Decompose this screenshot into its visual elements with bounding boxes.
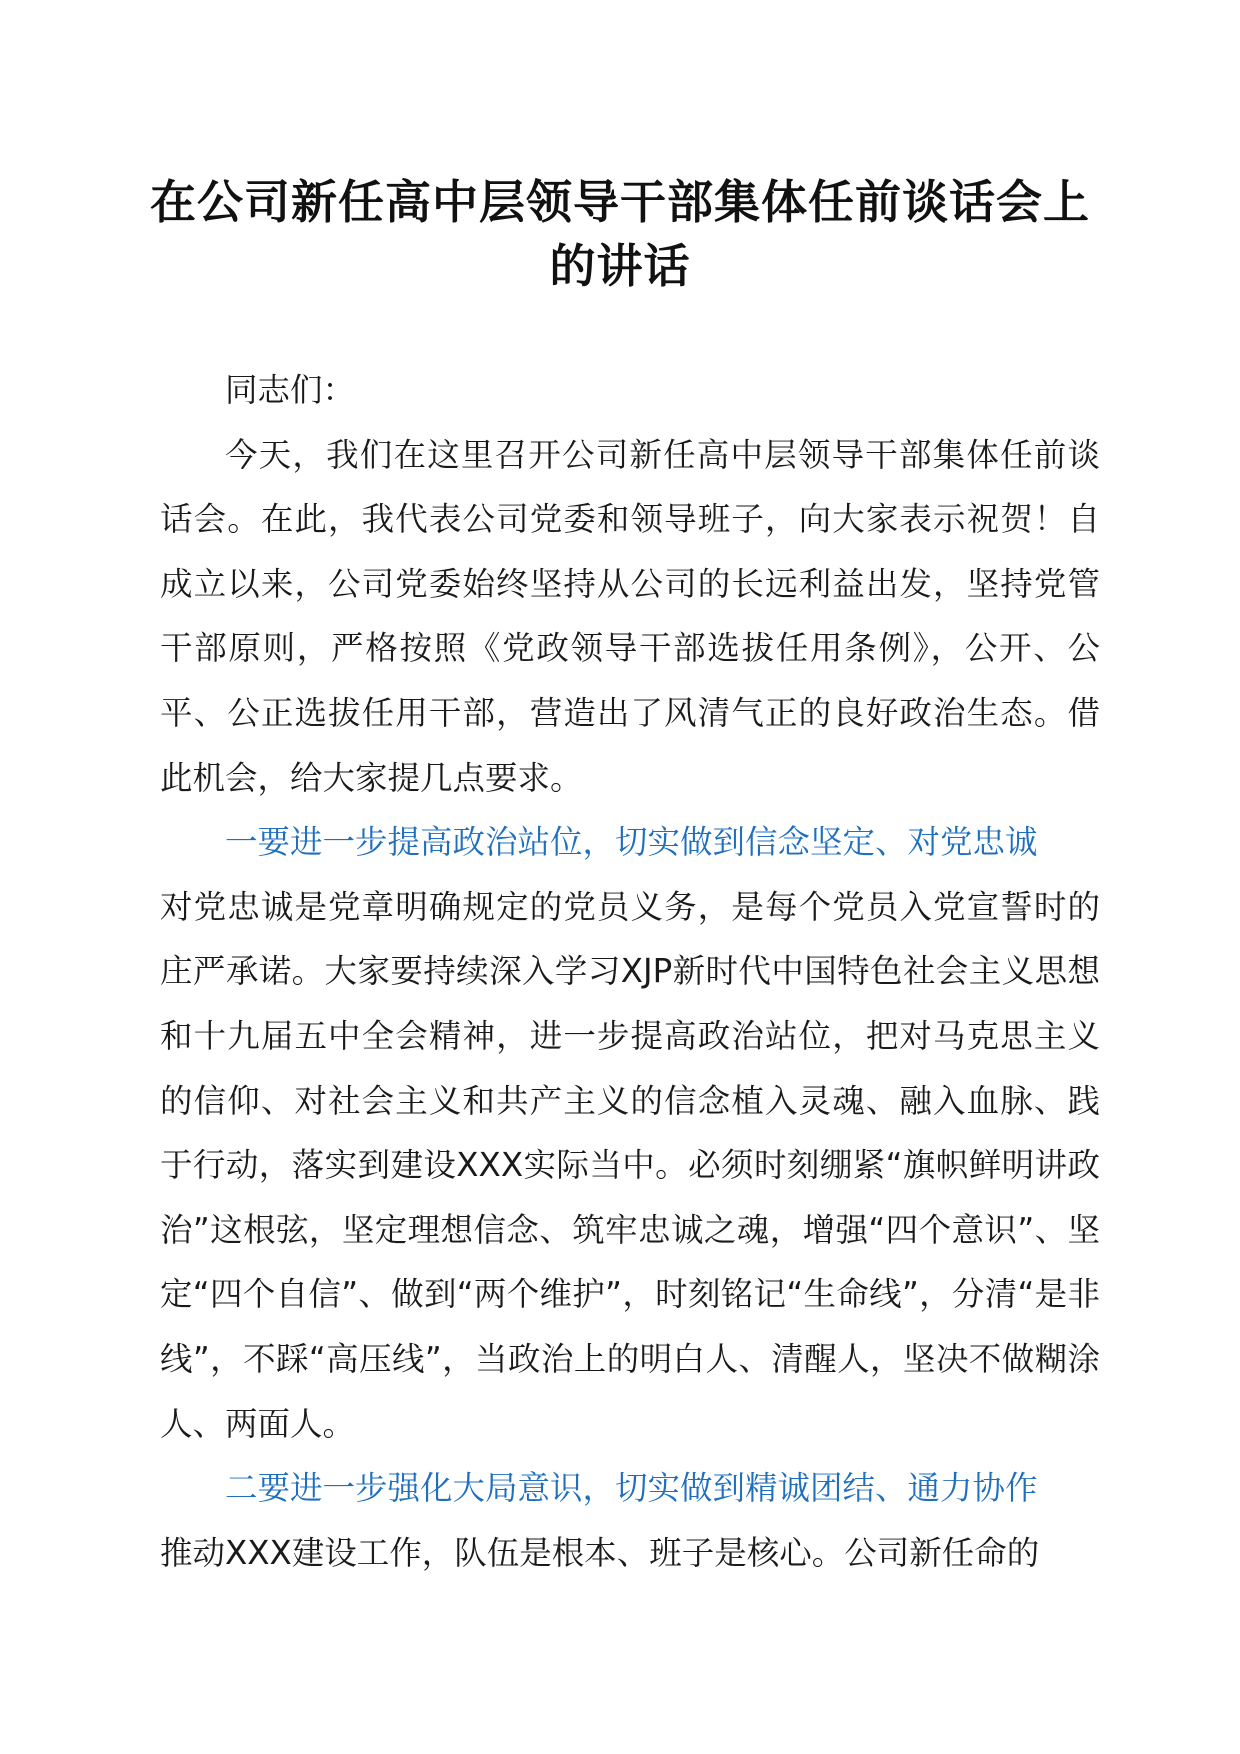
section-heading-2: 二要进一步强化大局意识，切实做到精诚团结、通力协作 bbox=[225, 1469, 1038, 1508]
section-heading-1: 一要进一步提高政治站位，切实做到信念坚定、对党忠诚 bbox=[225, 823, 1038, 862]
paragraph-section-2: 推动XXX建设工作，队伍是根本、班子是核心。公司新任命的 bbox=[160, 1533, 1040, 1572]
title-line-1: 在公司新任高中层领导干部集体任前谈话会上 bbox=[150, 175, 1090, 229]
salutation: 同志们： bbox=[225, 371, 356, 409]
title-line-2: 的讲话 bbox=[549, 239, 691, 293]
document-title bbox=[150, 170, 1090, 298]
document-body bbox=[160, 358, 1100, 1585]
paragraph-section-1: 对党忠诚是党章明确规定的党员义务，是每个党员入党宣誓时的庄严承诺。大家要持续深入学习XJP新时代中国特色社会主义思想和十九届五中全会精神，进一步提高政治站位，把对马克思主义的信仰、对社会主义和共产主义的信念植入灵魂、融入血脉、践于行动，落实到建设XXX实际当中。必须时刻绷紧“旗帜鲜明讲政治”这根弦，坚定理想信念、筑牢忠诚之魂，增强“四个意识”、坚定“四个自信”、做到“两个维护”，时刻铭记“生命线”，分清“是非线”，不踩“高压线”，当政治上的明白人、清醒人，坚决不做糊涂人、两面人。 bbox=[160, 887, 1100, 1443]
paragraph-intro: 今天，我们在这里召开公司新任高中层领导干部集体任前谈话会。在此，我代表公司党委和领导班子，向大家表示祝贺！自成立以来，公司党委始终坚持从公司的长远利益出发，坚持党管干部原则，严格按照《党政领导干部选拔任用条例》，公开、公平、公正选拔任用干部，营造出了风清气正的良好政治生态。借此机会，给大家提几点要求。 bbox=[160, 435, 1100, 797]
